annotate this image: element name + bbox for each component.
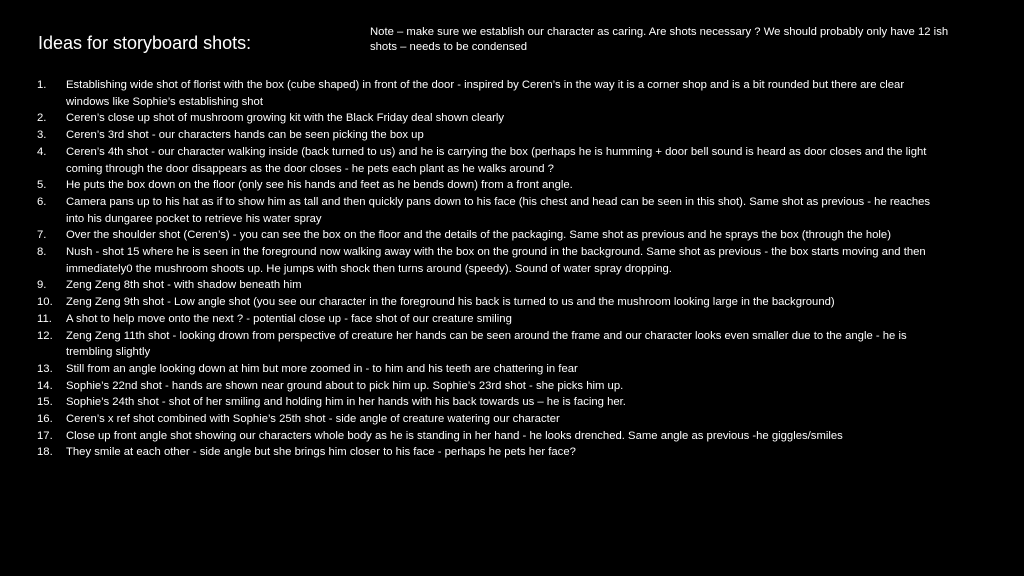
shot-text: A shot to help move onto the next ? - potential close up - face shot of our creature smiling [66,312,512,325]
shot-item [37,177,937,194]
shot-number: 11. [37,312,52,325]
shot-item [37,394,937,411]
shot-item [37,311,937,328]
shot-item [37,110,937,127]
shot-number: 13. [37,362,53,375]
shot-number: 9. [37,279,47,292]
shot-number: 3. [37,129,47,142]
shot-text: Over the shoulder shot (Ceren’s) - you can see the box on the floor and the details of the packaging. Same shot as previous and he sprays the box (through the hole) [66,229,891,242]
shot-text: Ceren’s 4th shot - our character walking inside (back turned to us) and he is carrying the box (perhaps he is humming + door bell sound is heard as door closes and the light coming through the door disappears as the door closes - he pets each plant as he walks around ? [66,145,927,175]
shot-number: 16. [37,413,53,426]
shot-number: 18. [37,446,53,459]
shot-number: 8. [37,246,47,259]
shot-item [37,444,937,461]
shot-text: He puts the box down on the floor (only see his hands and feet as he bends down) from a front angle. [66,179,573,192]
shot-text: Ceren’s 3rd shot - our characters hands can be seen picking the box up [66,129,424,142]
shot-text: Nush - shot 15 where he is seen in the foreground now walking away with the box on the ground in the background. Same shot as previous - the box starts moving and then immediately0 the mushroom shoots up. He jumps with shock then turns around (speedy). Sound of water spray dropping. [66,246,926,275]
slide-title: Ideas for storyboard shots: [38,33,252,53]
shot-number: 15. [37,396,53,409]
shot-number: 14. [37,379,53,392]
shot-text: Zeng Zeng 11th shot - looking drown from perspective of creature her hands can be seen around the frame and our character looks even smaller due to the angle - he is trembling slightly [66,329,907,359]
shot-item [37,294,937,311]
slide-note: Note – make sure we establish our character as caring. Are shots necessary ? We should probably only have 12 ish shots – needs to be condensed [370,26,949,53]
shot-item [37,244,937,277]
shot-text: Sophie’s 22nd shot - hands are shown near ground about to pick him up. Sophie’s 23rd shot - she picks him up. [66,379,624,392]
shot-item [37,144,937,177]
shot-item [37,428,937,445]
shot-number: 1. [37,79,47,91]
shot-text: Zeng Zeng 8th shot - with shadow beneath him [66,279,302,292]
shot-item [37,328,937,361]
shot-text: Camera pans up to his hat as if to show him as tall and then quickly pans down to his face (his chest and head can be seen in this shot). Same shot as previous - he reaches into his dungaree pocket to retrieve his water spray [66,195,931,225]
shot-text: Close up front angle shot showing our characters whole body as he is standing in her hand - he looks drenched. Same angle as previous -he giggles/smiles [66,429,843,442]
shot-item [37,194,937,227]
shot-text: Ceren’s x ref shot combined with Sophie’s 25th shot - side angle of creature watering our character [66,413,560,426]
shot-item [37,127,937,144]
shot-number: 17. [37,429,53,442]
shot-number: 2. [37,112,47,125]
shot-text: Zeng Zeng 9th shot - Low angle shot (you see our character in the foreground his back is turned to us and the mushroom looking large in the background) [66,296,835,309]
shot-number: 5. [37,179,47,192]
shot-text: Sophie’s 24th shot - shot of her smiling and holding him in her hands with his back towards us – he is facing her. [66,396,626,409]
shot-number: 6. [37,195,47,208]
shot-item [37,361,937,378]
shot-item [37,277,937,294]
shot-text: Establishing wide shot of florist with the box (cube shaped) in front of the door - inspired by Ceren’s in the way it is a corner shop and is a bit rounded but there are clear windows like Sophie’s establishing shot [66,79,905,108]
shot-text: They smile at each other - side angle but she brings him closer to his face - perhaps he pets her face? [66,446,576,459]
shot-item [37,227,937,244]
shot-list [37,77,937,461]
shot-number: 10. [37,296,53,309]
shot-item [37,411,937,428]
shot-number: 12. [37,329,53,342]
shot-number: 4. [37,145,47,158]
shot-text: Still from an angle looking down at him but more zoomed in - to him and his teeth are chattering in fear [66,362,578,375]
shot-item [37,378,937,395]
shot-item [37,77,937,110]
shot-number: 7. [37,229,47,242]
shot-text: Ceren’s close up shot of mushroom growing kit with the Black Friday deal shown clearly [66,112,505,125]
